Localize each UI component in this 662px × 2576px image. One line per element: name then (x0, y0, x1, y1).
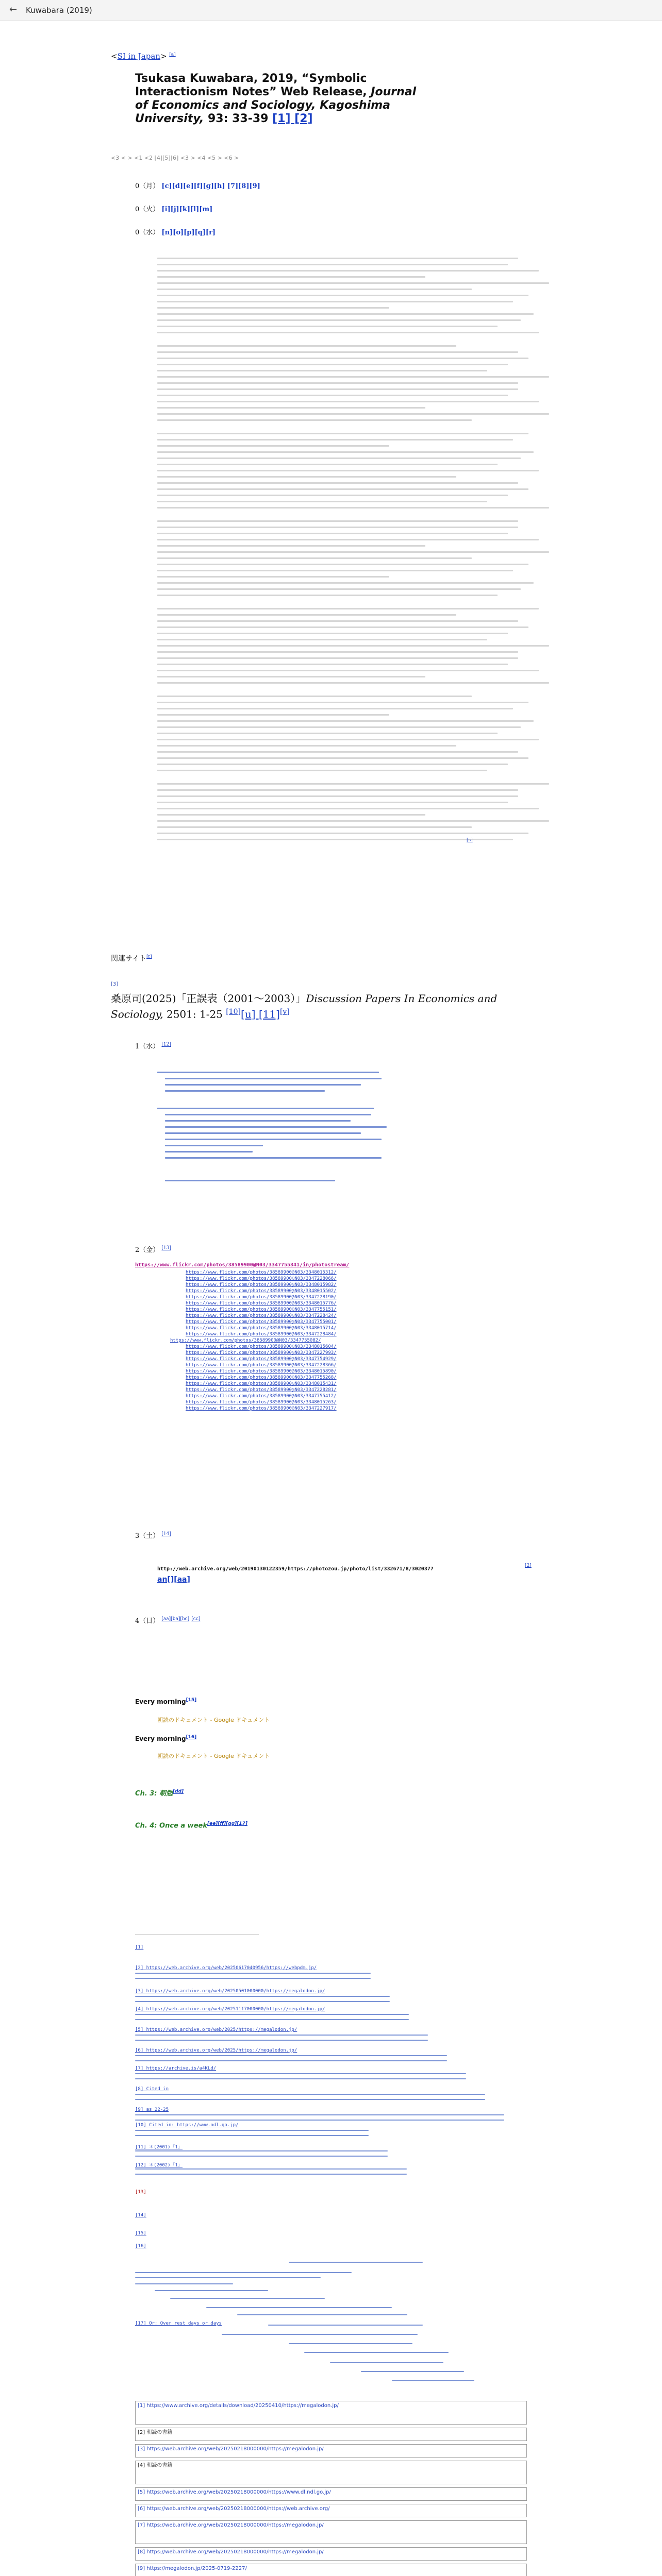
subsection-ref[interactable]: [14] (161, 1531, 171, 1537)
flickr-link[interactable]: https://www.flickr.com/photos/38589900@N03/3348015431/ (186, 1381, 337, 1386)
body-text-line (157, 595, 498, 596)
body-text-line (157, 520, 518, 522)
footnote-6[interactable]: [6] https://web.archive.org/web/2025/https://megalodon.jp/ (135, 2048, 297, 2053)
related-heading (111, 953, 152, 963)
footnote-continuation-line[interactable] (135, 2135, 369, 2136)
footnote-link-mark[interactable] (135, 2277, 321, 2278)
flickr-link[interactable]: https://www.flickr.com/photos/38589900@N03/3347228484/ (186, 1332, 337, 1337)
subsection-4 (135, 1615, 200, 1625)
footnote-continuation-line[interactable] (135, 1996, 390, 1997)
body-text-line (157, 564, 528, 565)
footnote-3[interactable]: [3] https://web.archive.org/web/20250501000000/https://megalodon.jp/ (135, 1989, 325, 1994)
section-link[interactable]: [i][j][k][l][m] (161, 206, 213, 213)
body-text-line (157, 313, 534, 315)
footnote-continuation-line[interactable] (135, 2114, 504, 2115)
body-text-line (157, 445, 389, 447)
footnote-4[interactable]: [4] https://web.archive.org/web/20251117000000/https://megalodon.jp/ (135, 2007, 325, 2012)
section-link[interactable]: [n][o][p][q][r] (161, 229, 216, 236)
reference-table-row[interactable]: [4] 朝読の書籍 (135, 2461, 527, 2484)
body-text-line (157, 651, 518, 653)
body-text-line (157, 733, 498, 734)
flickr-link[interactable]: https://www.flickr.com/photos/38589900@N03/3347228424/ (186, 1313, 337, 1318)
footnote-12[interactable]: [12] ＊(2002)「1」 (135, 2163, 183, 2168)
breadcrumb-prefix: < (111, 52, 118, 61)
body-text-line (157, 419, 472, 421)
body-text-line (157, 833, 528, 834)
footnote-2[interactable]: [2] https://web.archive.org/web/20250617040956/https://webpdm.jp/ (135, 1965, 317, 1971)
flickr-link[interactable]: https://www.flickr.com/photos/38589900@N03/3348015604/ (186, 1344, 337, 1349)
body-text-line (157, 639, 487, 640)
body-text-line (157, 582, 534, 584)
body-text-line (157, 388, 518, 390)
citation-refs[interactable]: [1] [2] (272, 112, 313, 125)
footnote-13[interactable]: [13] (135, 2190, 146, 2195)
body-text-line (157, 301, 513, 302)
subsection-link-line[interactable] (165, 1139, 382, 1140)
breadcrumb-ref[interactable]: [a] (169, 52, 176, 57)
flickr-link[interactable]: https://www.flickr.com/photos/38589900@N03/3348015312/ (186, 1270, 337, 1275)
subsection-link-line[interactable] (157, 1072, 379, 1073)
footnote-1[interactable]: [1] (135, 1945, 144, 1950)
subsection-3 (135, 1530, 171, 1540)
body-text-line (157, 376, 549, 378)
body-text-line (157, 326, 498, 327)
chapter-label: Ch. 3: 朝勉 (135, 1790, 173, 1798)
window-titlebar (0, 0, 662, 21)
body-text-line (157, 808, 539, 809)
related-citation (111, 992, 534, 1021)
body-text-line (157, 507, 549, 509)
body-text-line (157, 770, 487, 771)
footnote-15[interactable]: [15] (135, 2231, 146, 2236)
related-heading-ref[interactable]: [t] (146, 954, 152, 960)
footnote-7[interactable]: [7] https://archive.is/a4KLd/ (135, 2066, 217, 2071)
chapter-label: Ch. 4: Once a week (135, 1822, 207, 1830)
citation-author: Tsukasa Kuwabara, 2019, “Symbolic Interactionism Notes” Web Release, (135, 72, 367, 98)
body-text-line (157, 358, 528, 359)
body-text-line (157, 633, 508, 634)
footnote-continuation-line[interactable] (135, 1973, 371, 1974)
body-text-line (157, 482, 518, 484)
subsection-label: 1（水） (135, 1043, 160, 1050)
footnote-link-mark[interactable] (155, 2290, 268, 2291)
footnote-continuation-line[interactable] (135, 2156, 388, 2157)
footnote-continuation-line[interactable] (135, 2174, 407, 2175)
body-text-line (157, 576, 389, 578)
subsection-label: 3（土） (135, 1532, 160, 1540)
subsection-ref[interactable]: [aa][ba][bc] (161, 1616, 190, 1622)
section-label: 0（月） (135, 182, 160, 190)
footnote-continuation-line[interactable] (135, 2073, 466, 2074)
body-text-line (157, 495, 508, 496)
section-link[interactable]: [c][d][e][f][g][h] (161, 182, 225, 190)
footnote-continuation-line[interactable] (135, 1978, 371, 1979)
page-title (135, 72, 424, 126)
subsection-link-line[interactable] (165, 1157, 382, 1159)
flickr-link[interactable]: https://www.flickr.com/photos/38589900@N03/3347755412/ (186, 1394, 337, 1399)
body-text-line (157, 664, 508, 665)
body-text-line (157, 702, 528, 703)
gdoc-link-1[interactable]: 朝読のドキュメント - Google ドキュメント (157, 1717, 270, 1723)
body-text-line (157, 319, 521, 321)
reference-table-row[interactable]: [2] 朝読の書籍 (135, 2428, 527, 2441)
body-text-line (157, 626, 528, 628)
every-morning-ref[interactable]: [16] (186, 1735, 197, 1740)
footnote-continuation-line[interactable] (135, 2055, 447, 2056)
body-text-line (157, 307, 389, 309)
body-text-line (157, 714, 389, 716)
archive-line[interactable]: http://web.archive.org/web/20190130122359/https://photozou.jp/photo/list/332671/8/3020377 (157, 1566, 434, 1572)
every-morning-label: Every morning (135, 1735, 186, 1742)
body-text-line (157, 264, 508, 265)
body-text-line (157, 802, 508, 803)
reference-table-row[interactable]: [3] https://web.archive.org/web/20250218000000/https://megalodon.jp/ (135, 2444, 527, 2458)
footnote-link-mark[interactable] (330, 2362, 443, 2363)
body-text-line (157, 757, 528, 759)
body-text-line (157, 570, 513, 571)
body-text-line (157, 557, 472, 559)
every-morning-label: Every morning (135, 1698, 186, 1705)
flickr-link[interactable]: https://www.flickr.com/photos/38589900@N03/3347754929/ (186, 1357, 337, 1362)
body-text-line (157, 789, 518, 791)
chapter-4 (135, 1821, 247, 1829)
subsection-link-line[interactable] (165, 1078, 382, 1079)
body-text-line (157, 433, 528, 434)
subsection-2 (135, 1244, 171, 1254)
body-text-line (157, 739, 539, 740)
breadcrumb-suffix: > (160, 52, 167, 61)
footnote-continuation-line[interactable] (135, 2001, 390, 2002)
subsection-1 (135, 1041, 171, 1050)
flickr-link[interactable]: https://www.flickr.com/photos/38589900@N03/3347228281/ (186, 1387, 337, 1393)
footnote-link-mark[interactable] (206, 2307, 392, 2308)
subsection-ref[interactable]: [13] (161, 1245, 171, 1251)
footnote-16[interactable]: [16] (135, 2244, 146, 2249)
body-text-line (157, 488, 528, 490)
body-text-line (157, 527, 518, 528)
body-text-line (157, 258, 518, 259)
subsection-link-line[interactable] (165, 1090, 325, 1092)
footnote-continuation-line[interactable] (135, 2099, 485, 2100)
footnote-11[interactable]: [11] ＊(2001)「1」 (135, 2145, 183, 2150)
related-note-ref[interactable]: [3] (111, 981, 119, 987)
body-text-line (157, 682, 549, 684)
body-text-line (157, 645, 549, 647)
footnote-link-mark[interactable] (304, 2352, 449, 2353)
flickr-link[interactable]: https://www.flickr.com/photos/38589900@N03/3347228066/ (186, 1276, 337, 1281)
footnote-link-mark[interactable] (237, 2314, 407, 2315)
related-citation-b: Discussion Papers In Economics and Sociology, (111, 992, 498, 1021)
footnote-link-mark[interactable] (268, 2325, 423, 2326)
related-citation-extra[interactable]: [u] [11] (241, 1008, 280, 1021)
body-text-line (157, 345, 456, 347)
footnote-5[interactable]: [5] https://web.archive.org/web/2025/https://megalodon.jp/ (135, 2027, 297, 2032)
body-text-line (157, 395, 508, 396)
body-text-line (157, 401, 539, 402)
archive-line-2[interactable]: an[][aa] (157, 1575, 190, 1584)
section-tuesday (135, 204, 212, 213)
body-text-line (157, 289, 472, 290)
body-text-line (157, 551, 549, 553)
flickr-link[interactable]: https://www.flickr.com/photos/38589900@N03/3347228190/ (186, 1295, 337, 1300)
body-text-line (157, 620, 518, 622)
section-label: 0（火） (135, 206, 160, 213)
footnote-continuation-line[interactable] (135, 2130, 369, 2131)
flickr-header-url[interactable]: https://www.flickr.com/photos/38589900@N03/3347755341/in/photostream/ (135, 1262, 350, 1268)
flickr-link[interactable]: https://www.flickr.com/photos/38589900@N03/3347755268/ (186, 1375, 337, 1380)
subsection-link-line[interactable] (165, 1151, 253, 1153)
body-text-line (157, 696, 472, 697)
chapter-ref[interactable]: [ee][ff][gg][17] (207, 1821, 248, 1826)
reference-table-row[interactable]: [8] https://web.archive.org/web/20250218000000/https://megalodon.jp/ (135, 2547, 527, 2561)
breadcrumb (111, 52, 176, 61)
every-morning-2 (135, 1735, 196, 1742)
body-text-line (157, 614, 456, 616)
flickr-link[interactable]: https://www.flickr.com/photos/38589900@N03/3348015982/ (186, 1282, 337, 1287)
every-morning-ref[interactable]: [15] (186, 1698, 197, 1703)
flickr-link[interactable]: https://www.flickr.com/photos/38589900@N03/3348015502/ (186, 1289, 337, 1294)
footnote-continuation-line[interactable] (135, 2014, 409, 2015)
subsection-ref[interactable]: [12] (161, 1042, 171, 1047)
gdoc-link-2[interactable]: 朝読のドキュメント - Google ドキュメント (157, 1753, 270, 1759)
footnote-continuation-line[interactable] (135, 2168, 407, 2170)
subsection-link-line[interactable] (165, 1126, 387, 1128)
chapter-3 (135, 1788, 184, 1798)
chapter-ref[interactable]: [dd] (173, 1789, 184, 1794)
body-text-line (157, 476, 456, 478)
body-text-line (157, 745, 456, 747)
section-monday (135, 180, 260, 190)
body-text-line (157, 295, 528, 296)
section-label: 0（水） (135, 229, 160, 236)
body-text-line (157, 588, 521, 590)
footnote-link-mark[interactable] (170, 2298, 325, 2299)
body-text-line (157, 351, 518, 353)
body-text-line (157, 764, 508, 765)
flickr-link[interactable]: https://www.flickr.com/photos/38589900@N03/3347228366/ (186, 1363, 337, 1368)
flickr-link[interactable]: https://www.flickr.com/photos/38589900@N03/3348015714/ (186, 1326, 337, 1331)
reference-table-row[interactable]: [7] https://web.archive.org/web/20250218000000/https://megalodon.jp/ (135, 2520, 527, 2544)
flickr-link[interactable]: https://www.flickr.com/photos/38589900@N03/3347227993/ (186, 1350, 337, 1355)
footnote-continuation-line[interactable] (135, 2040, 428, 2041)
body-text-line (157, 382, 518, 384)
footnote-14[interactable]: [14] (135, 2213, 146, 2218)
body-text-line (157, 276, 425, 278)
footnote-link-mark[interactable] (392, 2380, 474, 2381)
body-text-line (157, 413, 549, 415)
related-citation-refs[interactable]: [10] (226, 1008, 241, 1016)
section-refs[interactable]: [7][8][9] (227, 182, 260, 190)
footnote-continuation-line[interactable] (135, 2060, 447, 2061)
footnote-link-mark[interactable] (135, 2272, 352, 2273)
reference-table-row[interactable]: [9] https://megalodon.jp/2025-0719-2227/ (135, 2564, 527, 2576)
footnote-link-mark[interactable] (361, 2371, 464, 2372)
subsection-link-line[interactable] (165, 1180, 335, 1181)
footnote-17[interactable]: [17] Or: Over rest days or days (135, 2321, 222, 2326)
body-text-line (157, 820, 549, 822)
footnote-continuation-line[interactable] (135, 2019, 409, 2020)
body-text-line (157, 826, 472, 828)
body-text-line (157, 726, 521, 728)
reference-table-row[interactable]: [5] https://web.archive.org/web/20250218000000/https://www.dl.ndl.go.jp/ (135, 2487, 527, 2501)
archive-ref[interactable]: [2] (525, 1563, 532, 1568)
footnote-9[interactable]: [9] as 22-25 (135, 2107, 169, 2112)
footnote-continuation-line[interactable] (135, 2035, 428, 2036)
body-text-line (157, 783, 549, 785)
body-text-line (157, 439, 513, 440)
body-text-line (157, 670, 539, 671)
subsection-link-line[interactable] (165, 1114, 371, 1115)
body-text-line (157, 720, 534, 722)
related-citation-a: 桑原司(2025)「正誤表（2001〜2003）」 (111, 992, 306, 1005)
subsection-extra[interactable]: [cc] (191, 1616, 201, 1622)
body-text-line (157, 457, 521, 459)
flickr-link[interactable]: https://www.flickr.com/photos/38589900@N03/3347755001/ (186, 1319, 337, 1325)
subsection-link-line[interactable] (165, 1132, 361, 1134)
footnote-continuation-line[interactable] (135, 2094, 485, 2095)
subsection-link-line[interactable] (165, 1084, 361, 1086)
body-text-line (157, 657, 518, 659)
body-text-line (157, 795, 518, 797)
body-text-line (157, 814, 425, 816)
body-text-line (157, 608, 539, 609)
flickr-link[interactable]: https://www.flickr.com/photos/38589900@N03/3347227917/ (186, 1406, 337, 1411)
body-text-line (157, 533, 508, 534)
related-heading-text: 関連サイト (111, 955, 147, 963)
body-text-line (157, 676, 425, 677)
footnote-continuation-line[interactable] (135, 2150, 388, 2151)
body-text-line (157, 751, 518, 753)
nav-line[interactable]: <3 < > <1 <2 [4][5][6] <3 > <4 <5 > <6 > (111, 155, 239, 161)
body-text-line (157, 407, 425, 409)
subsection-label: 4（日） (135, 1617, 160, 1625)
related-citation-tail[interactable]: [v] (279, 1008, 290, 1016)
body-text-line (157, 539, 539, 540)
related-citation-c: 2501: 1-25 (166, 1008, 223, 1021)
footnote-continuation-line[interactable] (135, 2078, 466, 2079)
body-text-line (157, 364, 508, 365)
back-arrow-icon[interactable]: ← (9, 4, 18, 15)
reference-table-row[interactable]: [1] https://www.archive.org/details/download/20250410/https://megalodon.jp/ (135, 2401, 527, 2425)
footnote-link-mark[interactable] (289, 2343, 412, 2344)
window-title: Kuwabara (2019) (26, 6, 92, 15)
footnote-continuation-line[interactable] (135, 2120, 504, 2121)
every-morning-1 (135, 1698, 196, 1705)
subsection-link-line[interactable] (165, 1120, 351, 1122)
flickr-link[interactable]: https://www.flickr.com/photos/38589900@N03/3348015776/ (186, 1301, 337, 1306)
flickr-link[interactable]: https://www.flickr.com/photos/38589900@N03/3347755082/ (170, 1338, 321, 1343)
body-text-line (157, 708, 513, 709)
body-end-ref[interactable]: [s] (467, 838, 473, 843)
citation-journal: Journal of Economics and Sociology, Kagoshima University, (135, 86, 417, 125)
body-text-line (157, 270, 539, 272)
body-text-line (157, 370, 487, 371)
footnote-link-mark[interactable] (222, 2334, 418, 2335)
footnote-8[interactable]: [8] Cited in (135, 2087, 169, 2092)
section-wednesday (135, 227, 216, 236)
footnote-link-mark[interactable] (135, 2283, 233, 2284)
body-text-line (157, 464, 498, 465)
body-text-line (157, 470, 539, 471)
subsection-link-line[interactable] (157, 1108, 374, 1109)
body-text-line (157, 545, 425, 547)
citation-pages: 93: 33-39 (208, 112, 269, 125)
subsection-link-line[interactable] (165, 1145, 263, 1146)
reference-table-row[interactable]: [6] https://web.archive.org/web/20250218000000/https://web.archive.org/ (135, 2504, 527, 2517)
flickr-link[interactable]: https://www.flickr.com/photos/38589900@N03/3348015890/ (186, 1369, 337, 1374)
body-text-line (157, 501, 487, 502)
footnote-link-mark[interactable] (289, 2262, 423, 2263)
body-text-line (157, 839, 513, 840)
body-text-line (157, 332, 539, 333)
footnote-10[interactable]: [10] Cited in: https://www.ndl.go.jp/ (135, 2123, 239, 2128)
subsection-label: 2（金） (135, 1246, 160, 1254)
body-text-line (157, 282, 549, 284)
flickr-link[interactable]: https://www.flickr.com/photos/38589900@N03/3348015263/ (186, 1400, 337, 1405)
body-text-line (157, 451, 534, 453)
breadcrumb-link-si-in-japan[interactable]: SI in Japan (117, 52, 160, 61)
flickr-link[interactable]: https://www.flickr.com/photos/38589900@N03/3347755151/ (186, 1307, 337, 1312)
